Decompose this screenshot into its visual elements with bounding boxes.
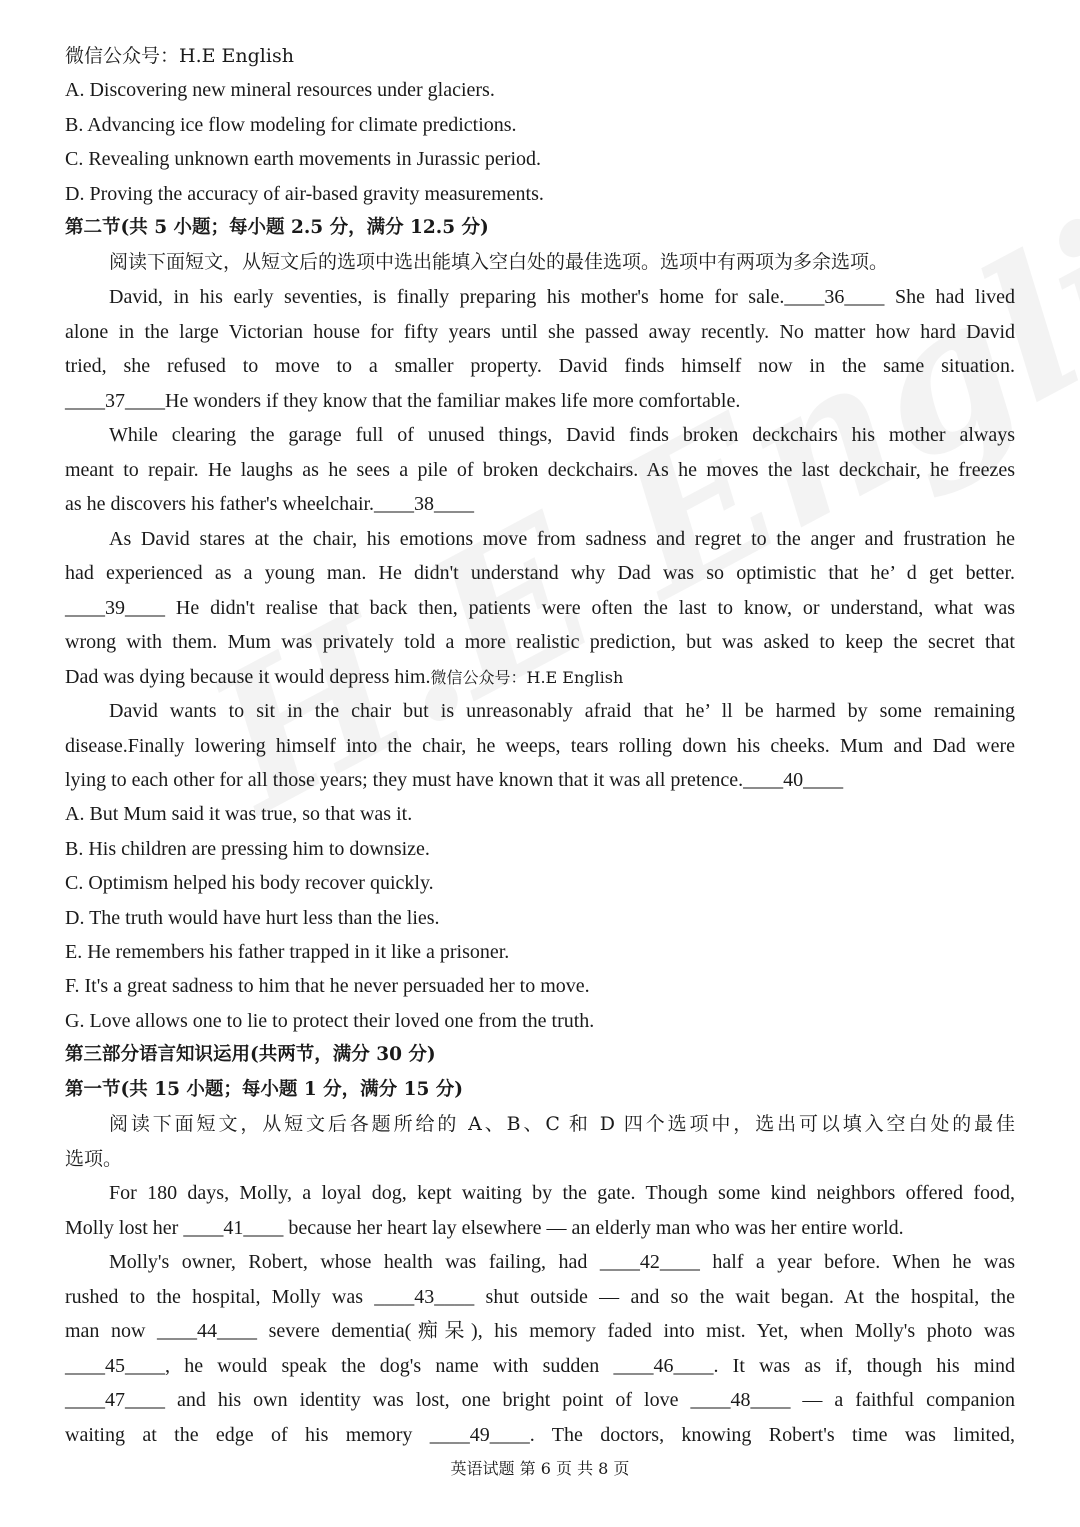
passage-line: tried, she refused to move to a smaller property. David finds himself now in the same situation. <box>65 355 1015 377</box>
cloze-line: man now ____44____ severe dementia(痴呆), his memory faded into mist. Yet, when Molly's photo was <box>65 1320 1015 1342</box>
passage-line: meant to repair. He laughs as he sees a pile of broken deckchairs. As he moves the last deckchair, he freezes <box>65 459 1015 481</box>
passage-line: had experienced as a young man. He didn't understand why Dad was so optimistic that he’ d get better. <box>65 562 1015 584</box>
page-footer: 英语试题 第 6 页 共 8 页 <box>450 1459 630 1478</box>
cloze-line: Molly lost her ____41____ because her heart lay elsewhere — an elderly man who was her entire world. <box>65 1217 904 1239</box>
passage-line: lying to each other for all those years; they must have known that it was all pretence.____40____ <box>65 769 844 791</box>
passage-line: disease.Finally lowering himself into the chair, he weeps, tears rolling down his cheeks. Mum and Dad were <box>65 735 1015 757</box>
passage-line <box>65 665 1015 690</box>
q35-option-b: B. Advancing ice flow modeling for climate predictions. <box>65 114 517 136</box>
section2-heading: 第二节(共 5 小题；每小题 2.5 分，满分 12.5 分) <box>65 217 489 238</box>
cloze-line: Molly's owner, Robert, whose health was failing, had ____42____ half a year before. When he was <box>109 1251 1015 1273</box>
cloze-line: rushed to the hospital, Molly was ____43____ shut outside — and so the wait began. At the hospital, the <box>65 1286 1015 1308</box>
passage-line: ____37____He wonders if they know that the familiar makes life more comfortable. <box>65 390 741 412</box>
inline-wechat: 微信公众号：H.E English <box>430 668 624 687</box>
cloze-line: waiting at the edge of his memory ____49____. The doctors, knowing Robert's time was limited, <box>65 1424 1015 1446</box>
part3-heading: 第三部分语言知识运用(共两节，满分 30 分) <box>65 1044 436 1065</box>
option-a: A. But Mum said it was true, so that was it. <box>65 803 413 825</box>
passage-line: alone in the large Victorian house for fifty years until she passed away recently. No matter how hard David <box>65 321 1015 343</box>
passage-line: While clearing the garage full of unused things, David finds broken deckchairs his mother always <box>109 424 1015 446</box>
passage-line: wrong with them. Mum was privately told a more realistic prediction, but was asked to keep the secret that <box>65 631 1015 653</box>
option-f: F. It's a great sadness to him that he never persuaded her to move. <box>65 975 590 997</box>
part3-instruction-cont: 选项。 <box>65 1148 123 1170</box>
passage-line-text: Dad was dying because it would depress him. <box>65 666 431 688</box>
passage-line: as he discovers his father's wheelchair.____38____ <box>65 493 475 515</box>
section2-instruction: 阅读下面短文，从短文后的选项中选出能填入空白处的最佳选项。选项中有两项为多余选项。 <box>109 251 889 273</box>
option-c: C. Optimism helped his body recover quickly. <box>65 872 434 894</box>
option-e: E. He remembers his father trapped in it like a prisoner. <box>65 941 510 963</box>
passage-line: David, in his early seventies, is finally preparing his mother's home for sale.____36____ She had lived <box>109 286 1015 308</box>
option-d: D. The truth would have hurt less than the lies. <box>65 907 440 929</box>
cloze-line: For 180 days, Molly, a loyal dog, kept waiting by the gate. Though some kind neighbors offered food, <box>109 1182 1015 1204</box>
q35-option-d: D. Proving the accuracy of air-based gravity measurements. <box>65 183 544 205</box>
cloze-line: ____47____ and his own identity was lost, one bright point of love ____48____ — a faithful companion <box>65 1389 1015 1411</box>
q35-option-c: C. Revealing unknown earth movements in Jurassic period. <box>65 148 542 170</box>
part3-instruction: 阅读下面短文，从短文后各题所给的 A、B、C 和 D 四个选项中，选出可以填入空白处的最佳 <box>109 1113 1015 1135</box>
cloze-line: ____45____, he would speak the dog's name with sudden ____46____. It was as if, though his mind <box>65 1355 1015 1377</box>
q35-option-a: A. Discovering new mineral resources under glaciers. <box>65 79 495 101</box>
wechat-header: 微信公众号：H.E English <box>65 45 294 67</box>
passage-line: As David stares at the chair, his emotions move from sadness and regret to the anger and frustration he <box>109 528 1015 550</box>
option-g: G. Love allows one to lie to protect their loved one from the truth. <box>65 1010 595 1032</box>
passage-line: ____39____ He didn't realise that back then, patients were often the last to know, or understand, what was <box>65 597 1015 619</box>
part3-subheading: 第一节(共 15 小题；每小题 1 分，满分 15 分) <box>65 1079 464 1100</box>
option-b: B. His children are pressing him to downsize. <box>65 838 430 860</box>
passage-line: David wants to sit in the chair but is unreasonably afraid that he’ ll be harmed by some remaining <box>109 700 1015 722</box>
